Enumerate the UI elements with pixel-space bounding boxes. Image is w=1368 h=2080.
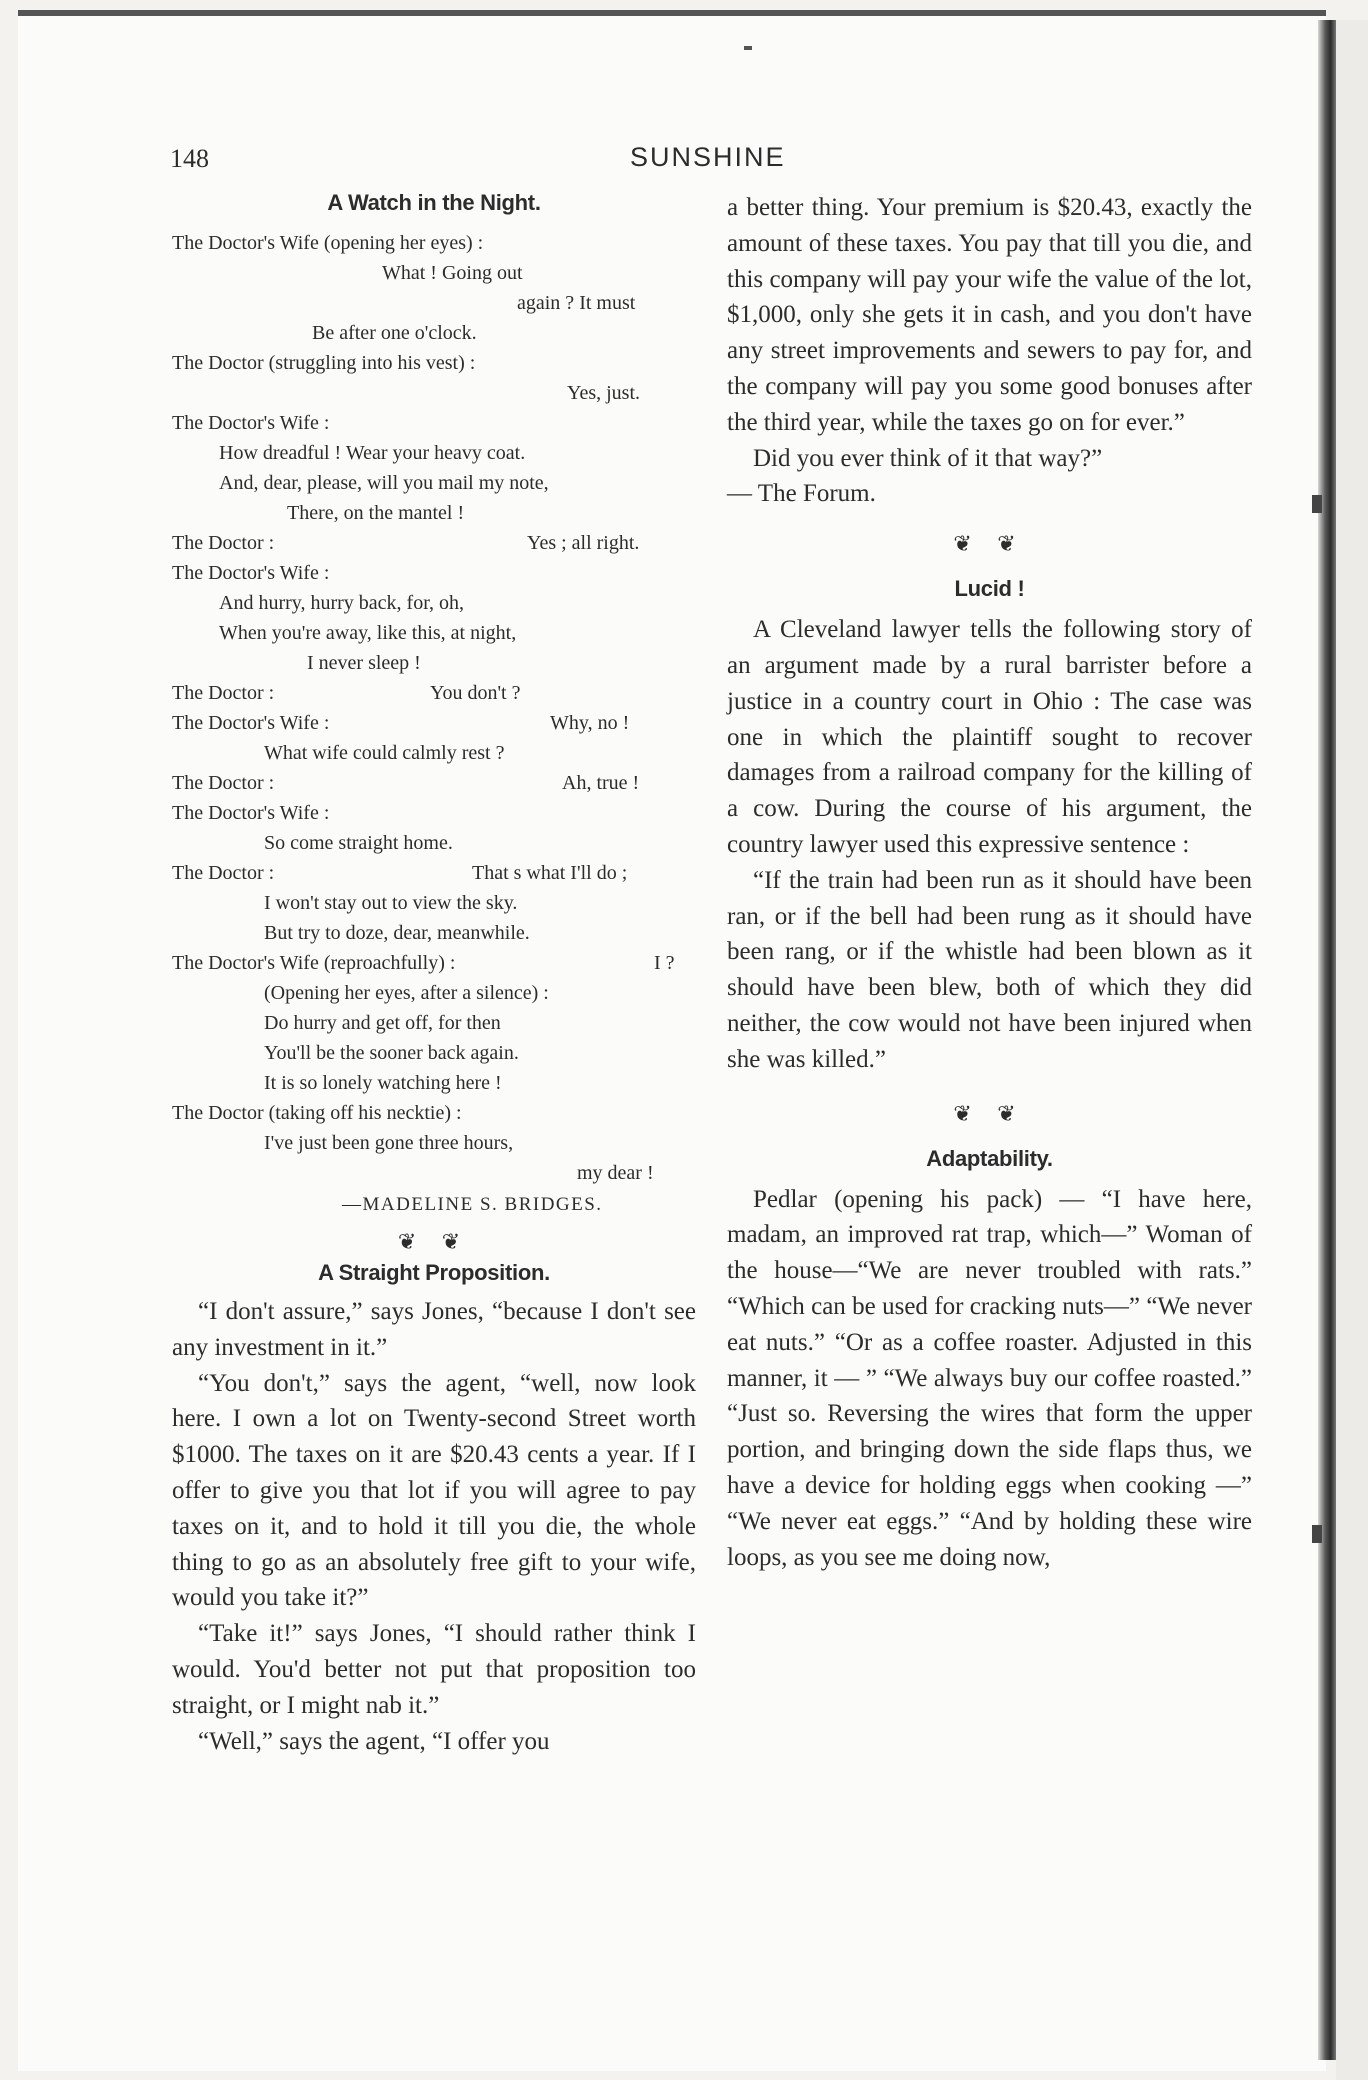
poem-line <box>172 1008 696 1038</box>
poem-line <box>172 378 696 408</box>
poem-line-reply: That s what I'll do ; <box>472 862 628 884</box>
source-credit: — The Forum. <box>727 480 876 508</box>
poem-line <box>172 468 696 498</box>
poem-line-text: Yes, just. <box>567 382 640 404</box>
poem-line-reply: You don't ? <box>430 682 521 704</box>
poem-line <box>172 858 696 888</box>
poem-line <box>172 498 696 528</box>
poem-line-text: And hurry, hurry back, for, oh, <box>219 592 465 614</box>
ornament: ❦ ❦ <box>397 1229 471 1254</box>
poem-line <box>172 678 696 708</box>
poem-line-text: It is so lonely watching here ! <box>264 1072 502 1094</box>
poem-line-text: The Doctor (struggling into his vest) : <box>172 352 476 374</box>
poem-line <box>172 738 696 768</box>
poem-line <box>172 228 696 258</box>
poem-line-text: Be after one o'clock. <box>312 322 477 344</box>
poem-line-text: There, on the mantel ! <box>287 502 465 524</box>
poem-line-text: The Doctor : <box>172 532 275 554</box>
page-number: 148 <box>170 144 209 173</box>
poem-line-text: So come straight home. <box>264 832 453 854</box>
page-header <box>170 142 1280 182</box>
poem-line-text: What wife could calmly rest ? <box>264 742 505 764</box>
straight-continued: a better thing. Your premium is $20.43, exactly the amount of these taxes. You pay that till you die, and this company will pay your wife the value of the lot, $1,000, only she gets it in cash, and you don't have any street improvements and sewers to pay for, and the company will pay you some good bonuses after the third year, while the taxes go on for ever.” <box>727 194 1252 436</box>
poem-line <box>172 1038 696 1068</box>
poem-line-text: The Doctor's Wife : <box>172 712 330 734</box>
poem-line-reply: I ? <box>654 952 675 974</box>
poem-line <box>172 288 696 318</box>
lucid-paragraph: “If the train had been run as it should have been ran, or if the bell had been rung as it should have been rang, or if the whistle had been blown as it should have been blew, both of which they did neither, the cow would not have been injured when she was killed.” <box>727 866 1252 1073</box>
poem-line <box>172 948 696 978</box>
poem-line-text: How dreadful ! Wear your heavy coat. <box>219 442 526 464</box>
poem-line-text: What ! Going out <box>382 262 523 284</box>
poem-line-text: (Opening her eyes, after a silence) : <box>264 982 549 1004</box>
watch-title: A Watch in the Night. <box>327 190 541 215</box>
right-column <box>727 190 1252 1575</box>
poem-line <box>172 828 696 858</box>
poem-line-text: The Doctor's Wife : <box>172 562 330 584</box>
straight-paragraph: “Well,” says the agent, “I offer you <box>198 1727 550 1755</box>
poem-line <box>172 1128 696 1158</box>
ornament: ❦ ❦ <box>953 1100 1026 1126</box>
poem-line-text: And, dear, please, will you mail my note, <box>219 472 549 494</box>
poem-line <box>172 978 696 1008</box>
poem-line <box>172 438 696 468</box>
poem-line <box>172 1098 696 1128</box>
poem-line-reply: Yes ; all right. <box>527 532 640 554</box>
poem-line <box>172 588 696 618</box>
poem-line <box>172 648 696 678</box>
poem-line-text: The Doctor : <box>172 682 275 704</box>
lucid-paragraph: A Cleveland lawyer tells the following story of an argument made by a rural barrister before a justice in a country court in Ohio : The case was one in which the plaintiff sought to recover damages from a railroad company for the killing of a cow. During the course of his argument, the country lawyer used this expressive sentence : <box>727 616 1252 858</box>
poem-line-text: I never sleep ! <box>307 652 421 674</box>
poem-line-text: my dear ! <box>577 1162 654 1184</box>
poem-line <box>172 558 696 588</box>
poem-line <box>172 768 696 798</box>
adapt-paragraph: Pedlar (opening his pack) — “I have here, madam, an improved rat trap, which—” Woman of the house—“We are never troubled with rats.” “Which can be used for cracking nuts—” “We never eat nuts.” “Or as a coffee roaster. Adjusted in this manner, it — ” “We always buy our coffee roasted.” “Just so. Reversing the wires that form the upper portion, and bringing down the side flaps thus, we have a device for holding eggs when cooking —” “We never eat eggs.” “And by holding these wire loops, as you see me doing now, <box>727 1185 1252 1571</box>
poem-line <box>172 888 696 918</box>
poem-line-text: again ? It must <box>517 292 636 314</box>
poem-line-text: The Doctor : <box>172 772 275 794</box>
poem-line <box>172 1158 696 1188</box>
adapt-title: Adaptability. <box>926 1145 1053 1171</box>
ornament: ❦ ❦ <box>953 531 1026 557</box>
left-column <box>172 190 696 1759</box>
poem-line <box>172 528 696 558</box>
poem-line-text: The Doctor (taking off his necktie) : <box>172 1102 462 1124</box>
straight-title: A Straight Proposition. <box>318 1260 550 1285</box>
poem-line-text: But try to doze, dear, meanwhile. <box>264 922 530 944</box>
binding-clip <box>1312 1525 1322 1543</box>
straight-continued: Did you ever think of it that way?” <box>753 444 1103 472</box>
poem-line-text: The Doctor's Wife (reproachfully) : <box>172 952 456 974</box>
poem-line-text: The Doctor's Wife : <box>172 412 330 434</box>
poem-line <box>172 618 696 648</box>
ink-mark <box>744 46 752 50</box>
poem-line-text: The Doctor's Wife : <box>172 802 330 824</box>
poem-line <box>172 1068 696 1098</box>
poem-line-reply: Why, no ! <box>550 712 630 734</box>
poem-line <box>172 918 696 948</box>
page-edge <box>1336 20 1368 2080</box>
running-title: SUNSHINE <box>630 142 786 172</box>
binding-spine <box>1318 20 1336 2060</box>
poem-line <box>172 708 696 738</box>
poem-line-text: Do hurry and get off, for then <box>264 1012 501 1034</box>
straight-paragraph: “You don't,” says the agent, “well, now look here. I own a lot on Twenty-second Street worth $1000. The taxes on it are $20.43 cents a year. If I offer to give you that lot if you will agree to pay taxes on it, and to hold it till you die, the whole thing to go as an absolutely free gift to your wife, would you take it?” <box>172 1369 696 1612</box>
poem-line-text: I won't stay out to view the sky. <box>264 892 518 914</box>
poem-line-text: You'll be the sooner back again. <box>264 1042 519 1064</box>
poem-line-text: The Doctor's Wife (opening her eyes) : <box>172 232 484 254</box>
poem <box>172 228 696 1188</box>
poem-line-text: When you're away, like this, at night, <box>219 622 517 644</box>
poem-line <box>172 798 696 828</box>
lucid-title: Lucid ! <box>954 576 1025 602</box>
poem-line <box>172 318 696 348</box>
straight-paragraph: “Take it!” says Jones, “I should rather think I would. You'd better not put that proposition too straight, or I might nab it.” <box>172 1620 696 1719</box>
poem-line <box>172 258 696 288</box>
poem-line <box>172 408 696 438</box>
poem-line-text: The Doctor : <box>172 862 275 884</box>
binding-clip <box>1312 495 1322 513</box>
poem-line <box>172 348 696 378</box>
poem-line-text: I've just been gone three hours, <box>264 1132 514 1154</box>
straight-paragraph: “I don't assure,” says Jones, “because I don't see any investment in it.” <box>172 1298 696 1361</box>
poem-line-reply: Ah, true ! <box>562 772 640 794</box>
poem-author: —MADELINE S. BRIDGES. <box>342 1194 603 1215</box>
